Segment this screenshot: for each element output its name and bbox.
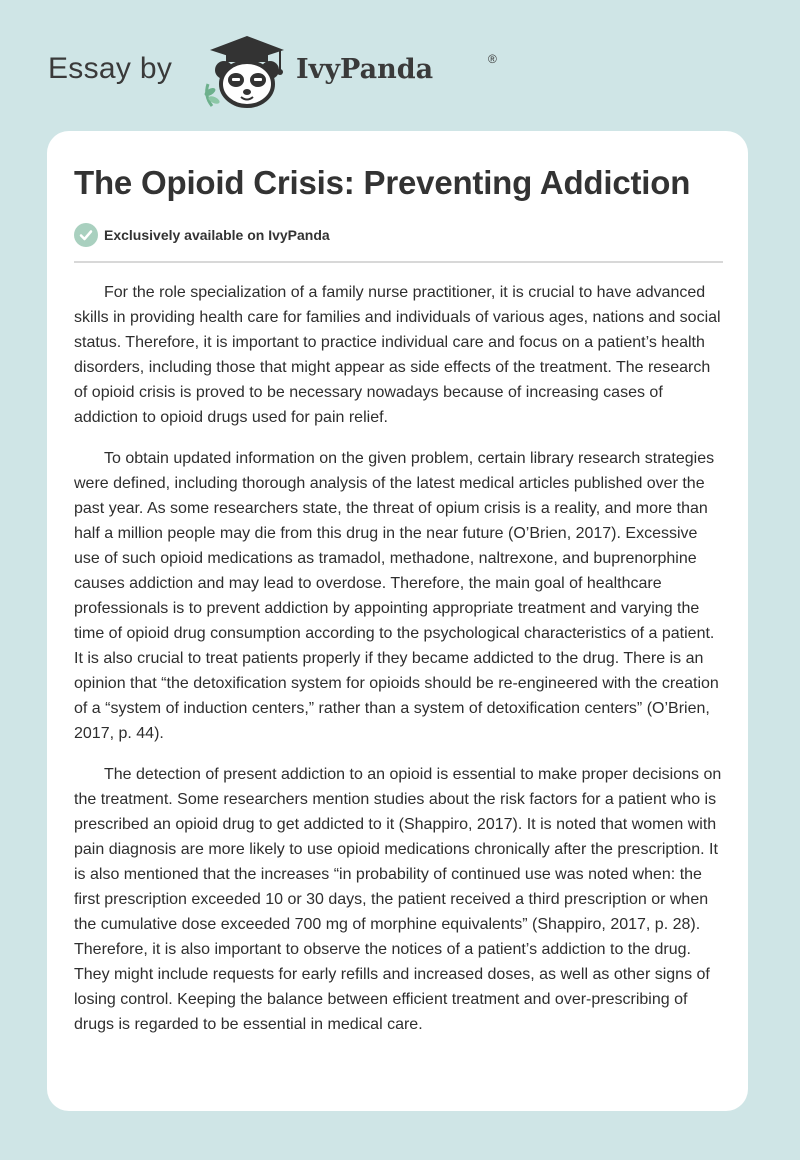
essay-paragraph: For the role specialization of a family nurse practitioner, it is crucial to have advanced skills in providing health care for families and individuals of various ages, nations and social status. Therefore, it is important to practice individual care and focus on a patient’s health disorders, including those that might appear as side effects of the treatment. The research of opioid crisis is proved to be necessary nowadays because of increasing cases of addiction to opioid drugs used for pain relief.: [74, 284, 721, 426]
essay-paragraph: To obtain updated information on the given problem, certain library research strategies were defined, including thorough analysis of the latest medical articles published over the past year. As some researchers state, the threat of opium crisis is a reality, and more than half a million people may die from this drug in the near future (O’Brien, 2017). Excessive use of such opioid medications as tramadol, methadone, naltrexone, and buprenorphine causes addiction and may lead to overdose. Therefore, the main goal of healthcare professionals is to prevent addiction by appointing appropriate treatment and varying the time of opioid drug consumption according to the psychological characteristics of a patient. It is also crucial to treat patients properly if they became addicted to the drug. There is an opinion that “the detoxification system for opioids should be re-engineered with the creation of a “system of induction centers,” rather than a system of detoxification centers” (O’Brien, 2017, p. 44).: [74, 450, 719, 742]
divider: [74, 261, 723, 263]
brand-name: IvyPanda: [296, 54, 434, 85]
check-circle-icon: [74, 223, 98, 247]
exclusive-badge-label: Exclusively available on IvyPanda: [104, 227, 330, 243]
essay-card: [47, 131, 748, 1111]
panda-graduate-icon: [202, 34, 292, 110]
exclusive-badge: [74, 223, 474, 247]
essay-paragraph: The detection of present addiction to an opioid is essential to make proper decisions on the treatment. Some researchers mention studies about the risk factors for a patient who is prescribed an opioid drug to get addicted to it (Shappiro, 2017). It is noted that women with pain diagnosis are more likely to use opioid medications chronically after the prescription. It is also mentioned that the increases “in probability of continued use was noted when: the first prescription exceeded 10 or 30 days, the patient received a third prescription or when the cumulative dose exceeded 700 mg of morphine equivalents” (Shappiro, 2017, p. 28). Therefore, it is also important to observe the notices of a patient’s addiction to the drug. They might include requests for early refills and increased doses, as well as other signs of losing control. Keeping the balance between efficient treatment and over-prescribing of drugs is regarded to be essential in medical care.: [74, 766, 722, 1033]
brand-prefix: Essay by: [48, 52, 173, 85]
brand-header[interactable]: [48, 34, 508, 110]
essay-body: [74, 280, 726, 1053]
registered-mark: ®: [488, 52, 497, 66]
page-title: The Opioid Crisis: Preventing Addiction: [74, 164, 691, 201]
